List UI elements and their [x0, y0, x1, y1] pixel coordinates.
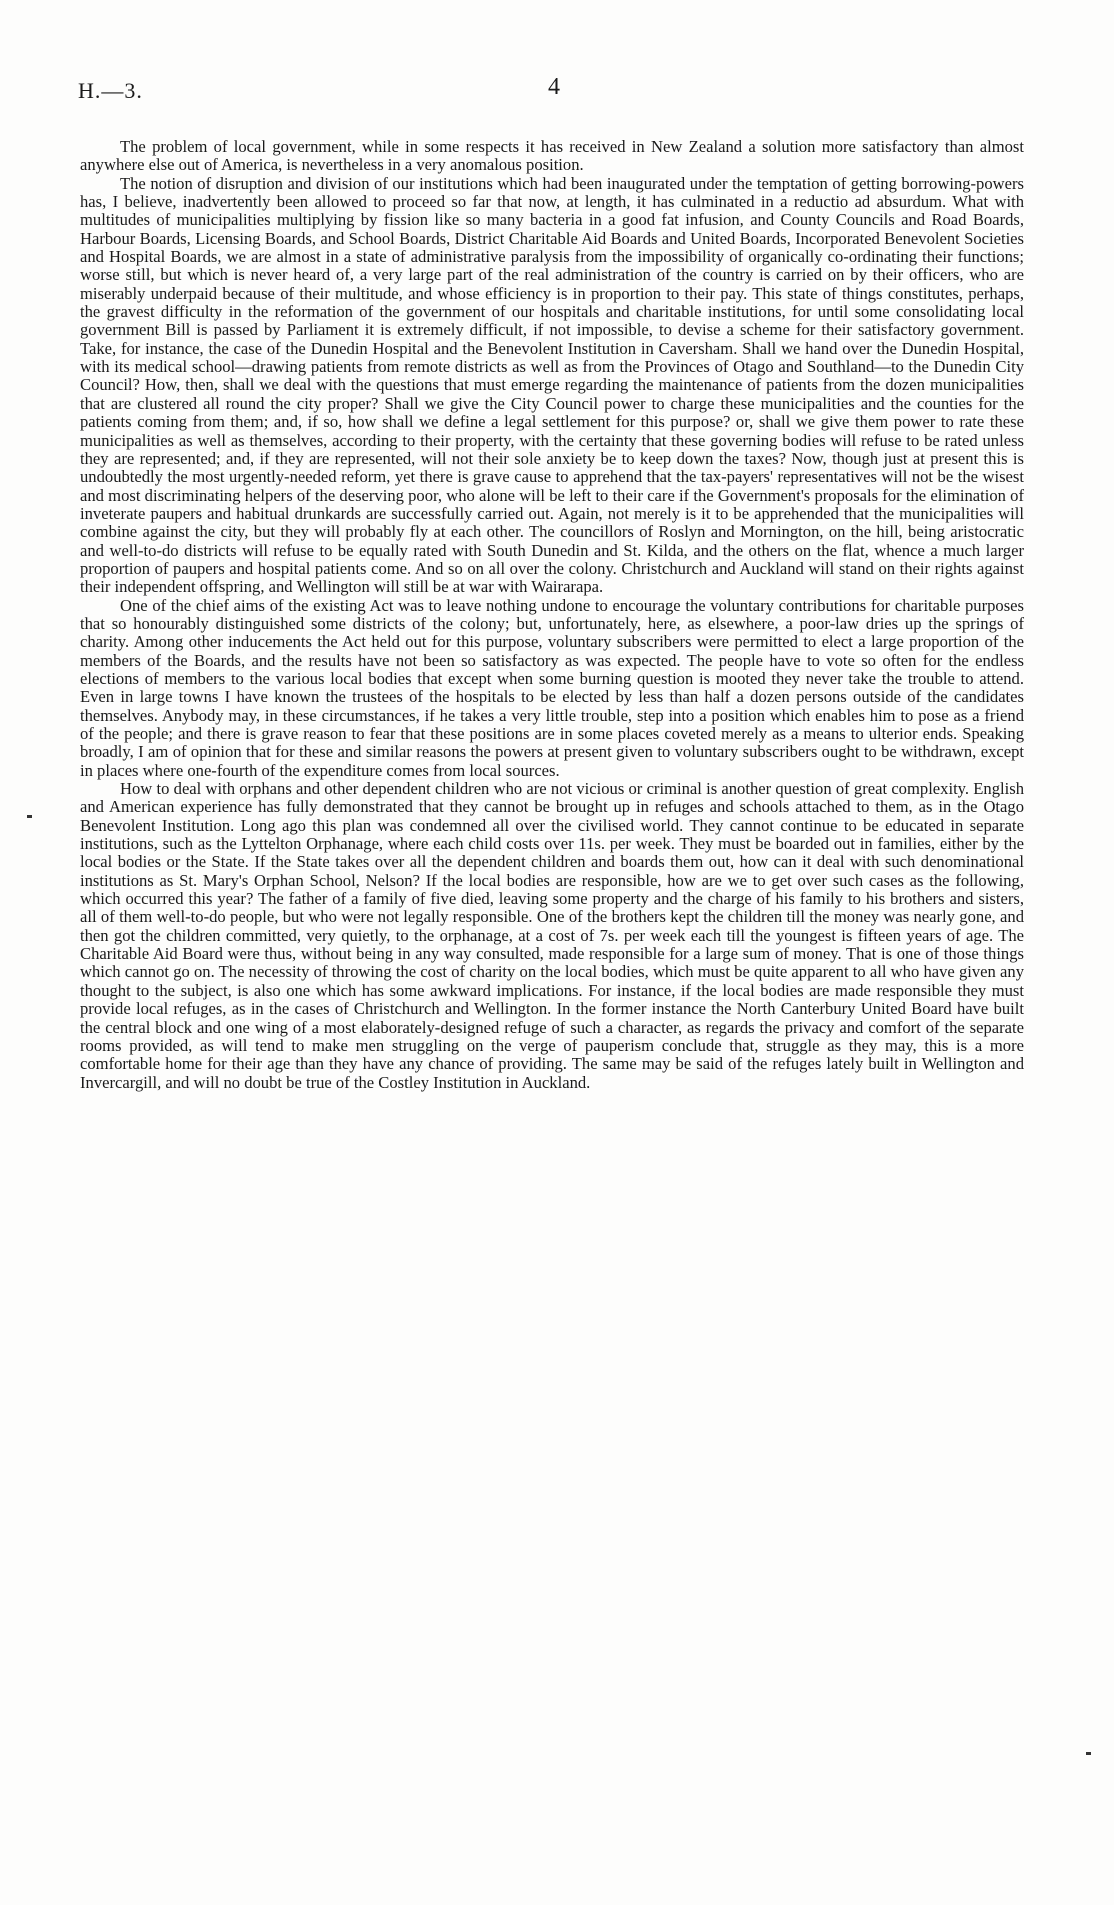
- paragraph-voluntary-contributions: One of the chief aims of the existing Act was to leave nothing undone to encourage the voluntary contributions for charitable purposes that so honourably distinguished some districts of the colony; but, unfortunately, here, as elsewhere, a poor-law dries up the springs of charity. Among other inducements the Act held out for this purpose, voluntary subscribers were permitted to elect a large proportion of the members of the Boards, and the results have not been so satisfactory as was expected. The people have to vote so often for the endless elections of members to the various local bodies that except when some burning question is mooted they never take the trouble to attend. Even in large towns I have known the trustees of the hospitals to be elected by less than half a dozen persons outside of the candidates themselves. Anybody may, in these circumstances, if he takes a very little trouble, step into a position which enables him to pose as a friend of the people; and there is grave reason to fear that these positions are in some places coveted merely as a means to ulterior ends. Speaking broadly, I am of opinion that for these and similar reasons the powers at present given to voluntary subscribers ought to be withdrawn, except in places where one-fourth of the expenditure comes from local sources.: [80, 595, 1024, 780]
- paragraph-disruption: The notion of disruption and division of our institutions which had been inaugurated under the temptation of getting borrowing-powers has, I believe, inadvertently been allowed to proceed so far that now, at length, it has culminated in a reductio ad absurdum. What with multitudes of municipalities multiplying by fission like so many bacteria in a good fat infusion, and County Councils and Road Boards, Harbour Boards, Licensing Boards, and School Boards, District Charitable Aid Boards and United Boards, Incorporated Benevolent Societies and Hospital Boards, we are almost in a state of administrative paralysis from the impossibility of organically co-ordinating their functions; worse still, but which is never heard of, a very large part of the real administration of the country is carried on by their officers, who are miserably underpaid because of their multitude, and whose efficiency is in proportion to their pay. This state of things constitutes, perhaps, the gravest difficulty in the reformation of the government of our hospitals and charitable institutions, for until some consolidating local government Bill is passed by Parliament it is extremely difficult, if not impossible, to devise a scheme for their satisfactory government. Take, for instance, the case of the Dunedin Hospital and the Benevolent Institution in Caversham. Shall we hand over the Dunedin Hospital, with its medical school—drawing patients from remote districts as well as from the Provinces of Otago and Southland—to the Dunedin City Council? How, then, shall we deal with the questions that must emerge regarding the maintenance of patients from the dozen municipalities that are clustered all round the city proper? Shall we give the City Council power to charge these municipalities and the counties for the patients coming from them; and, if so, how shall we define a legal settlement for this purpose? or, shall we give them power to rate these municipalities as well as themselves, according to their property, with the certainty that these governing bodies will refuse to be rated unless they are represented; and, if they are represented, will not their sole anxiety be to keep down the taxes? Now, though just at present this is undoubtedly the most urgently-needed reform, yet there is grave cause to apprehend that the tax-payers' representatives will not be the wisest and most discriminating helpers of the deserving poor, who alone will be left to their care if the Government's proposals for the elimination of inveterate paupers and habitual drunkards are successfully carried out. Again, not merely is it to be apprehended that the municipalities will combine against the city, but they will probably fly at each other. The councillors of Roslyn and Mornington, on the hill, being aristocratic and well-to-do districts will refuse to be equally rated with South Dunedin and St. Kilda, and the others on the flat, whence a much larger proportion of paupers and hospital patients come. And so on all over the colony. Christchurch and Auckland will stand on their rights against their independent offspring, and Wellington will still be at war with Wairarapa.: [80, 173, 1024, 597]
- paragraph-orphans: How to deal with orphans and other dependent children who are not vicious or criminal is another question of great complexity. English and American experience has fully demonstrated that they cannot be brought up in refuges and schools attached to them, as in the Otago Benevolent Institution. Long ago this plan was condemned all over the civilised world. They cannot continue to be educated in separate institutions, such as the Lyttelton Orphanage, where each child costs over 11s. per week. They must be boarded out in families, either by the local bodies or the State. If the State takes over all the dependent children and boards them out, how can it deal with such denominational institutions as St. Mary's Orphan School, Nelson? If the local bodies are responsible, how are we to get over such cases as the following, which occurred this year? The father of a family of five died, leaving some property and the charge of his family to his brothers and sisters, all of them well-to-do people, but who were not legally responsible. One of the brothers kept the children till the money was nearly gone, and then got the children committed, very quietly, to the orphanage, at a cost of 7s. per week each till the youngest is fifteen years of age. The Charitable Aid Board were thus, without being in any way consulted, made responsible for a large sum of money. That is one of those things which cannot go on. The necessity of throwing the cost of charity on the local bodies, which must be quite apparent to all who have given any thought to the subject, is also one which has some awkward implications. For instance, if the local bodies are made responsible they must provide local refuges, as in the cases of Christchurch and Wellington. In the former instance the North Canterbury United Board have built the central block and one wing of a most elaborately-designed refuge of such a character, as regards the privacy and comfort of the separate rooms provided, as will tend to make men struggling on the verge of pauperism conclude that, struggle as they may, this is a more comfortable home for their age than they have any chance of providing. The same may be said of the refuges lately built in Wellington and Invercargill, and will no doubt be true of the Costley Institution in Auckland.: [80, 779, 1024, 1092]
- margin-mark: [1086, 1752, 1091, 1755]
- page-number: 4: [548, 74, 560, 100]
- paragraph-local-government: The problem of local government, while in some respects it has received in New Zealand a solution more satisfactory than almost anywhere else out of America, is nevertheless in a very anomalous position.: [80, 137, 1024, 175]
- body-text: [80, 138, 1024, 1092]
- margin-mark: [27, 815, 32, 818]
- document-code: H.—3.: [78, 78, 143, 103]
- page-header: [78, 74, 1038, 108]
